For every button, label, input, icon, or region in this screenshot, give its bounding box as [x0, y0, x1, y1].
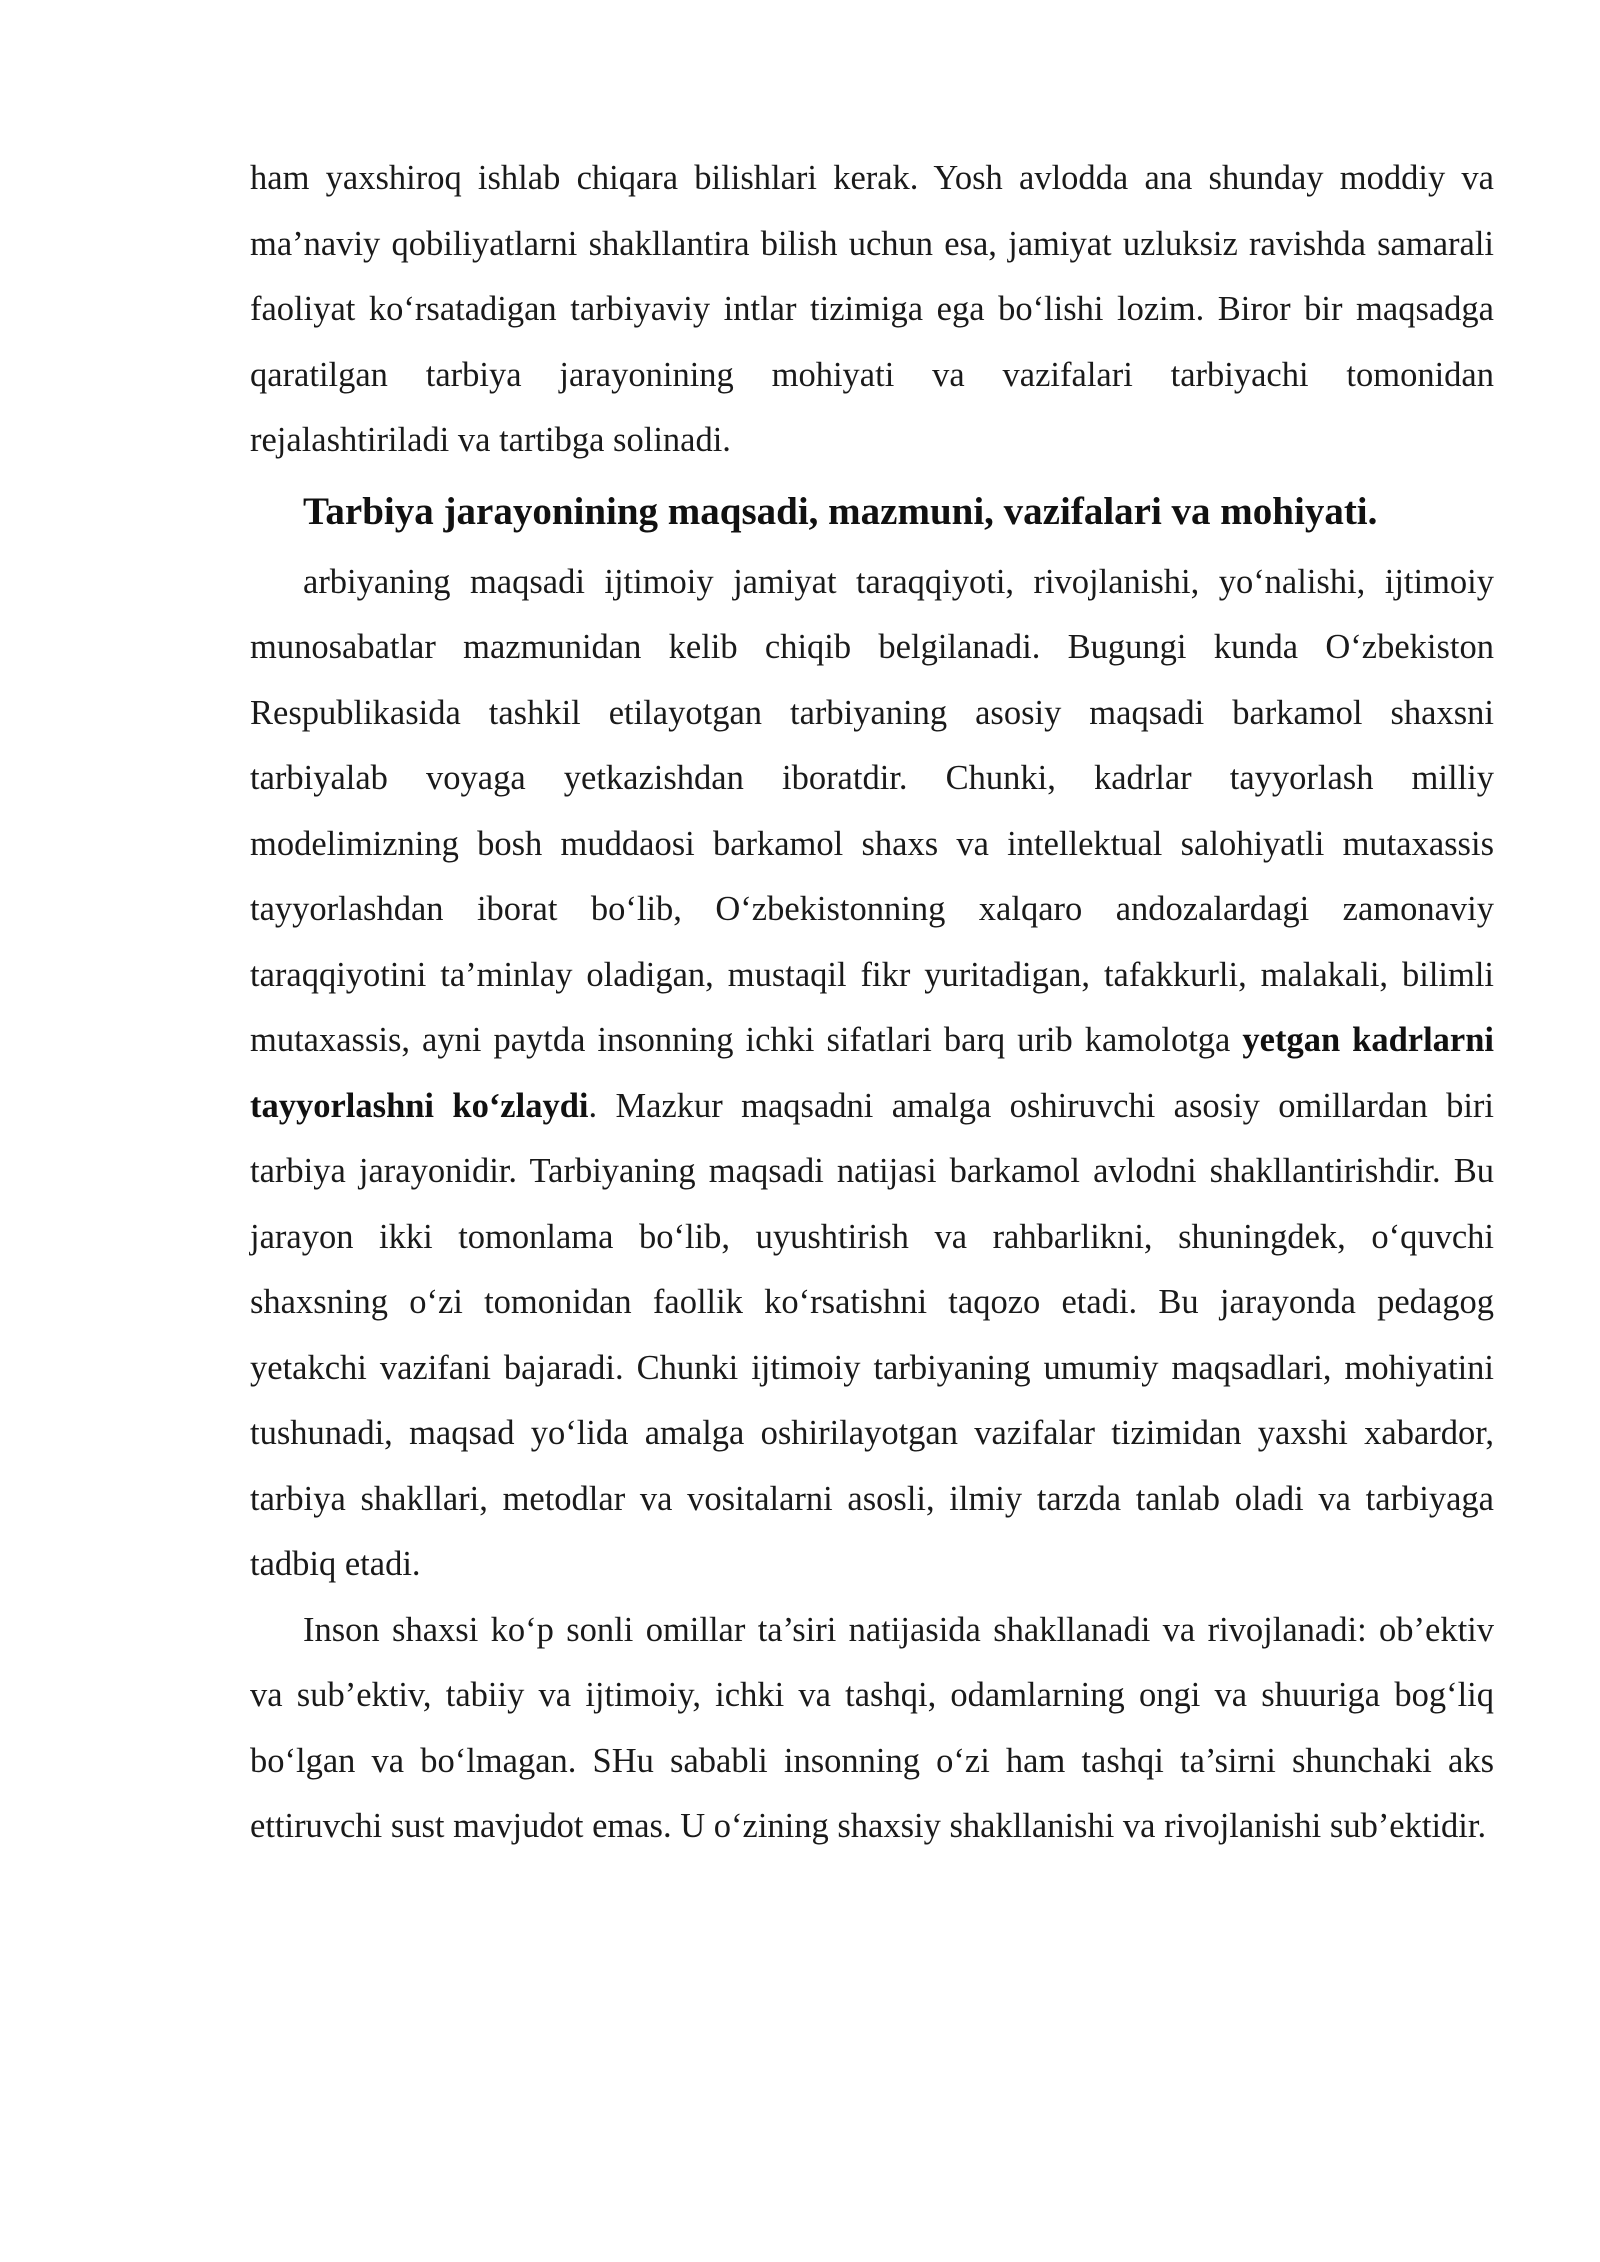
paragraph-purpose-text-end: . Mazkur maqsadni amalga oshiruvchi asosiy omillardan biri tarbiya jarayonidir. Tarbiyaning maqsadi natijasi barkamol avlodni shakllantirishdir. Bu jarayon ikki tomonlama bo‘lib, uyushtirish va rahbarlikni, shuningdek, o‘quvchi shaxsning o‘zi tomonidan faollik ko‘rsatishni taqozo etadi. Bu jarayonda pedagog yetakchi vazifani bajaradi. Chunki ijtimoiy tarbiyaning umumiy maqsadlari, mohiyatini tushunadi, maqsad yo‘lida amalga oshirilayotgan vazifalar tizimidan yaxshi xabardor, tarbiya shakllari, metodlar va vositalarni asosli, ilmiy tarzda tanlab oladi va tarbiyaga tadbiq etadi.: [250, 1086, 1494, 1583]
paragraph-purpose-bold-phrase: yetgan kadrlarni tayyorlashni ko‘zlaydi: [250, 1021, 1494, 1125]
paragraph-continuation: ham yaxshiroq ishlab chiqara bilishlari kerak. Yosh avlodda ana shunday moddiy va ma’naviy qobiliyatlarni shakllantira bilish uchun esa, jamiyat uzluksiz ravishda samarali faoliyat ko‘rsatadigan tarbiyaviy intlar tizimiga ega bo‘lishi lozim. Biror bir maqsadga qaratilgan tarbiya jarayonining mohiyati va vazifalari tarbiyachi tomonidan rejalashtiriladi va tartibga solinadi.: [250, 159, 1494, 459]
paragraph-personality: Inson shaxsi ko‘p sonli omillar ta’siri natijasida shakllanadi va rivojlanadi: ob’ektiv va sub’ektiv, tabiiy va ijtimoiy, ichki va tashqi, odamlarning ongi va shuuriga bog‘liq bo‘lgan va bo‘lmagan. SHu sababli insonning o‘zi ham tashqi ta’sirni shunchaki aks ettiruvchi sust mavjudot emas. U o‘zining shaxsiy shakllanishi va rivojlanishi sub’ektidir.: [250, 1610, 1494, 1845]
section-heading: Tarbiya jarayonining maqsadi, mazmuni, vazifalari va mohiyati.: [303, 489, 1378, 533]
paragraph-purpose: [250, 550, 1494, 1598]
document-body: [250, 146, 1494, 1860]
paragraph-purpose-text-start: arbiyaning maqsadi ijtimoiy jamiyat taraqqiyoti, rivojlanishi, yo‘nalishi, ijtimoiy munosabatlar mazmunidan kelib chiqib belgilanadi. Bugungi kunda O‘zbekiston Respublikasida tashkil etilayotgan tarbiyaning asosiy maqsadi barkamol shaxsni tarbiyalab voyaga yetkazishdan iboratdir. Chunki, kadrlar tayyorlash milliy modelimizning bosh muddaosi barkamol shaxs va intellektual salohiyatli mutaxassis tayyorlashdan iborat bo‘lib, O‘zbekistonning xalqaro andozalardagi zamonaviy taraqqiyotini ta’minlay oladigan, mustaqil fikr yuritadigan, tafakkurli, malakali, bilimli mutaxassis, ayni paytda insonning ichki sifatlari barq urib kamolotga: [250, 562, 1494, 1059]
